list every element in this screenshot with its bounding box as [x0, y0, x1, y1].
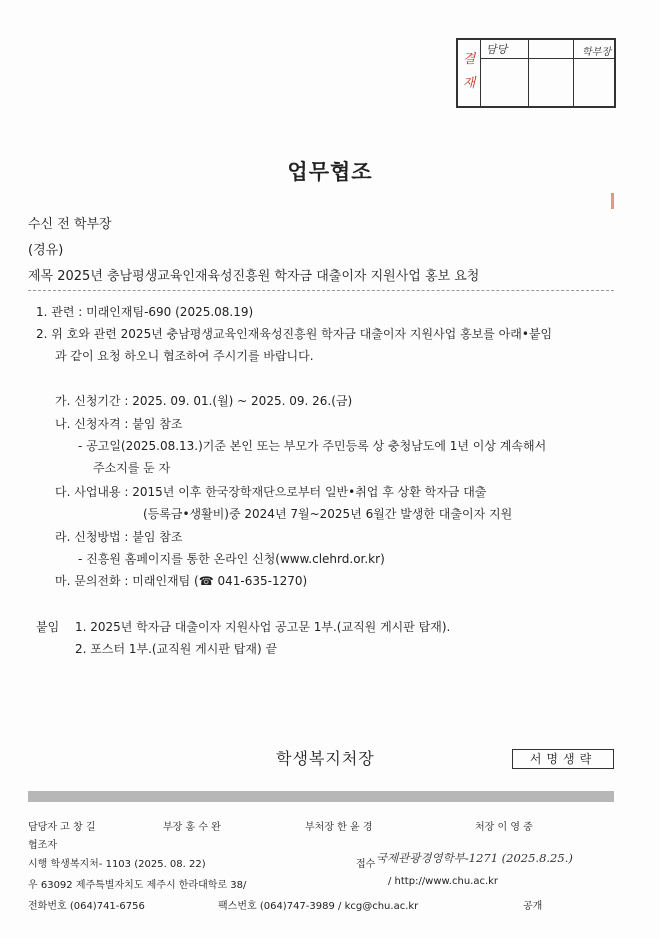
signature-omitted-box: 서명생략 [512, 749, 614, 769]
via-line: (경유) [28, 243, 64, 258]
margin-mark [611, 193, 614, 209]
document-title: 업무협조 [287, 160, 373, 184]
footer-receipt-label: 접수 [356, 859, 376, 870]
related-item: 1. 관련 : 미래인재팀-690 (2025.08.19) [36, 305, 254, 319]
footer-dept-head: 부장 홍 수 완 [163, 822, 221, 833]
program-content-line2: (등록금•생활비)중 2024년 7월~2025년 6월간 발생한 대출이자 지원 [143, 507, 513, 521]
approval-stamp [456, 38, 616, 108]
header-divider [28, 290, 614, 291]
footer-cooperator: 협조자 [28, 840, 57, 851]
stamp-col-head: 학부장 [582, 47, 611, 58]
footer-enforce: 시행 학생복지처- 1103 (2025. 08. 22) [28, 859, 206, 870]
eligibility-detail-line1: - 공고일(2025.08.13.)기준 본인 또는 부모가 주민등록 상 충청남도에 1년 이상 계속해서 [78, 439, 547, 453]
eligibility: 나. 신청자격 : 붙임 참조 [55, 417, 183, 431]
recipient-line: 수신 전 학부장 [28, 217, 112, 232]
subject-line: 제목 2025년 충남평생교육인재육성진흥원 학자금 대출이자 지원사업 홍보 요청 [28, 269, 480, 284]
request-item-line2: 과 같이 요청 하오니 협조하여 주시기를 바랍니다. [55, 349, 314, 363]
footer-staff: 담당자 고 창 길 [28, 822, 96, 833]
contact-phone: 마. 문의전화 : 미래인재팀 (☎ 041-635-1270) [55, 574, 308, 588]
footer-url: / http://www.chu.ac.kr [388, 876, 499, 887]
footer-phone: 전화번호 (064)741-6756 [28, 901, 145, 912]
stamp-divider [480, 40, 481, 106]
approval-side-label: 결재 [462, 52, 476, 91]
sender-name: 학생복지처장 [276, 749, 375, 768]
footer-director: 처장 이 영 중 [475, 822, 533, 833]
application-period: 가. 신청기간 : 2025. 09. 01.(월) ~ 2025. 09. 26.(금) [55, 394, 353, 408]
program-content-line1: 다. 사업내용 : 2015년 이후 한국장학재단으로부터 일반•취업 후 상환 학자금 대출 [55, 485, 487, 499]
stamp-divider [480, 58, 614, 59]
attachment-2: 2. 포스터 1부.(교직원 게시판 탑재) 끝 [75, 642, 278, 656]
footer-receipt-handwritten: 국제관광경영학부-1271 (2025.8.25.) [376, 851, 573, 865]
footer-address: 우 63092 제주특별자치도 제주시 한라대학로 38/ [28, 880, 247, 891]
attachment-label: 붙임 [36, 620, 60, 634]
footer-disclosure: 공개 [523, 901, 543, 912]
attachment-1: 1. 2025년 학자금 대출이자 지원사업 공고문 1부.(교직원 게시판 탑재). [75, 620, 451, 634]
stamp-divider [528, 40, 529, 106]
application-method-detail: - 진흥원 홈페이지를 통한 온라인 신청(www.clehrd.or.kr) [78, 552, 385, 566]
application-method: 라. 신청방법 : 붙임 참조 [55, 530, 183, 544]
stamp-col-staff: 담당 [486, 43, 508, 56]
stamp-divider [573, 40, 574, 106]
eligibility-detail-line2: 주소지를 둔 자 [93, 461, 171, 475]
footer-fax-email: 팩스번호 (064)747-3989 / kcg@chu.ac.kr [218, 901, 419, 912]
request-item-line1: 2. 위 호와 관련 2025년 충남평생교육인재육성진흥원 학자금 대출이자 지원사업 홍보를 아래•붙임 [36, 327, 553, 341]
footer-bar [28, 791, 614, 802]
footer-vice-director: 부처장 한 윤 경 [305, 822, 373, 833]
